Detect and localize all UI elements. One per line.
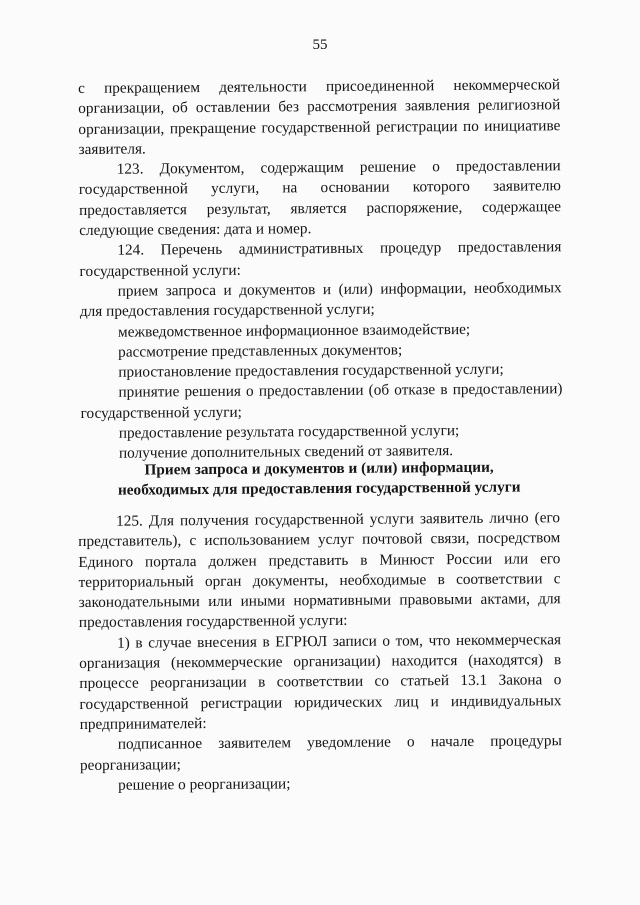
list-item: принятие решения о предоставлении (об отказе в предоставлении) государственной услуги; — [80, 380, 563, 422]
list-item: приостановление предоставления государственной услуги; — [118, 360, 504, 381]
list-item: межведомственное информационное взаимодействие; — [117, 320, 471, 341]
section-text-bottom — [78, 508, 562, 796]
list-item: подписанное заявителем уведомление о начале процедуры реорганизации; — [79, 732, 562, 774]
section-text-top — [78, 75, 563, 464]
list-item: рассмотрение представленных документов; — [118, 341, 403, 361]
paragraph-125: 125. Для получения государственной услуги заявитель лично (его представитель), с использованием услуг почтовой связи, посредством Единого портала должен представить в Минюст России или его территориальный орган документы, необходимые в соответствии с законодательными или иными нормативными правовыми актами, для предоставления государственной услуги: — [78, 509, 561, 632]
paragraph-124: 124. Перечень административных процедур предоставления государственной услуги: — [79, 238, 562, 280]
heading-line-2: необходимых для предоставления государственной услуги — [117, 478, 521, 499]
paragraph-123: 123. Документом, содержащим решение о предоставлении государственной услуги, на основании которого заявителю предоставляется результат, является распоряжение, содержащее следующие сведения: дата и номер. — [78, 157, 562, 240]
subparagraph-1: 1) в случае внесения в ЕГРЮЛ записи о том, что некоммерческая организация (некоммерческие организации) находится (находятся) в процессе реорганизации в соответствии со статьей 13.1 Закона о государственной регистрации юридических лиц и индивидуальных предпринимателей: — [79, 630, 562, 733]
list-item: прием запроса и документов и (или) информации, необходимых для предоставления государственной услуги; — [79, 279, 562, 321]
list-item: получение дополнительных сведений от заявителя. — [118, 442, 454, 463]
section-heading — [78, 457, 560, 501]
paragraph-continuation: с прекращением деятельности присоединенной некоммерческой организации, об оставлении без рассмотрения заявления религиозной организации, прекращение государственной регистрации по инициативе заявителя. — [78, 76, 561, 158]
list-item: решение о реорганизации; — [118, 775, 291, 794]
heading-line-1: Прием запроса и документов и (или) информации, — [144, 458, 494, 479]
page-number: 55 — [312, 37, 328, 53]
list-item: предоставление результата государственной услуги; — [118, 422, 460, 442]
